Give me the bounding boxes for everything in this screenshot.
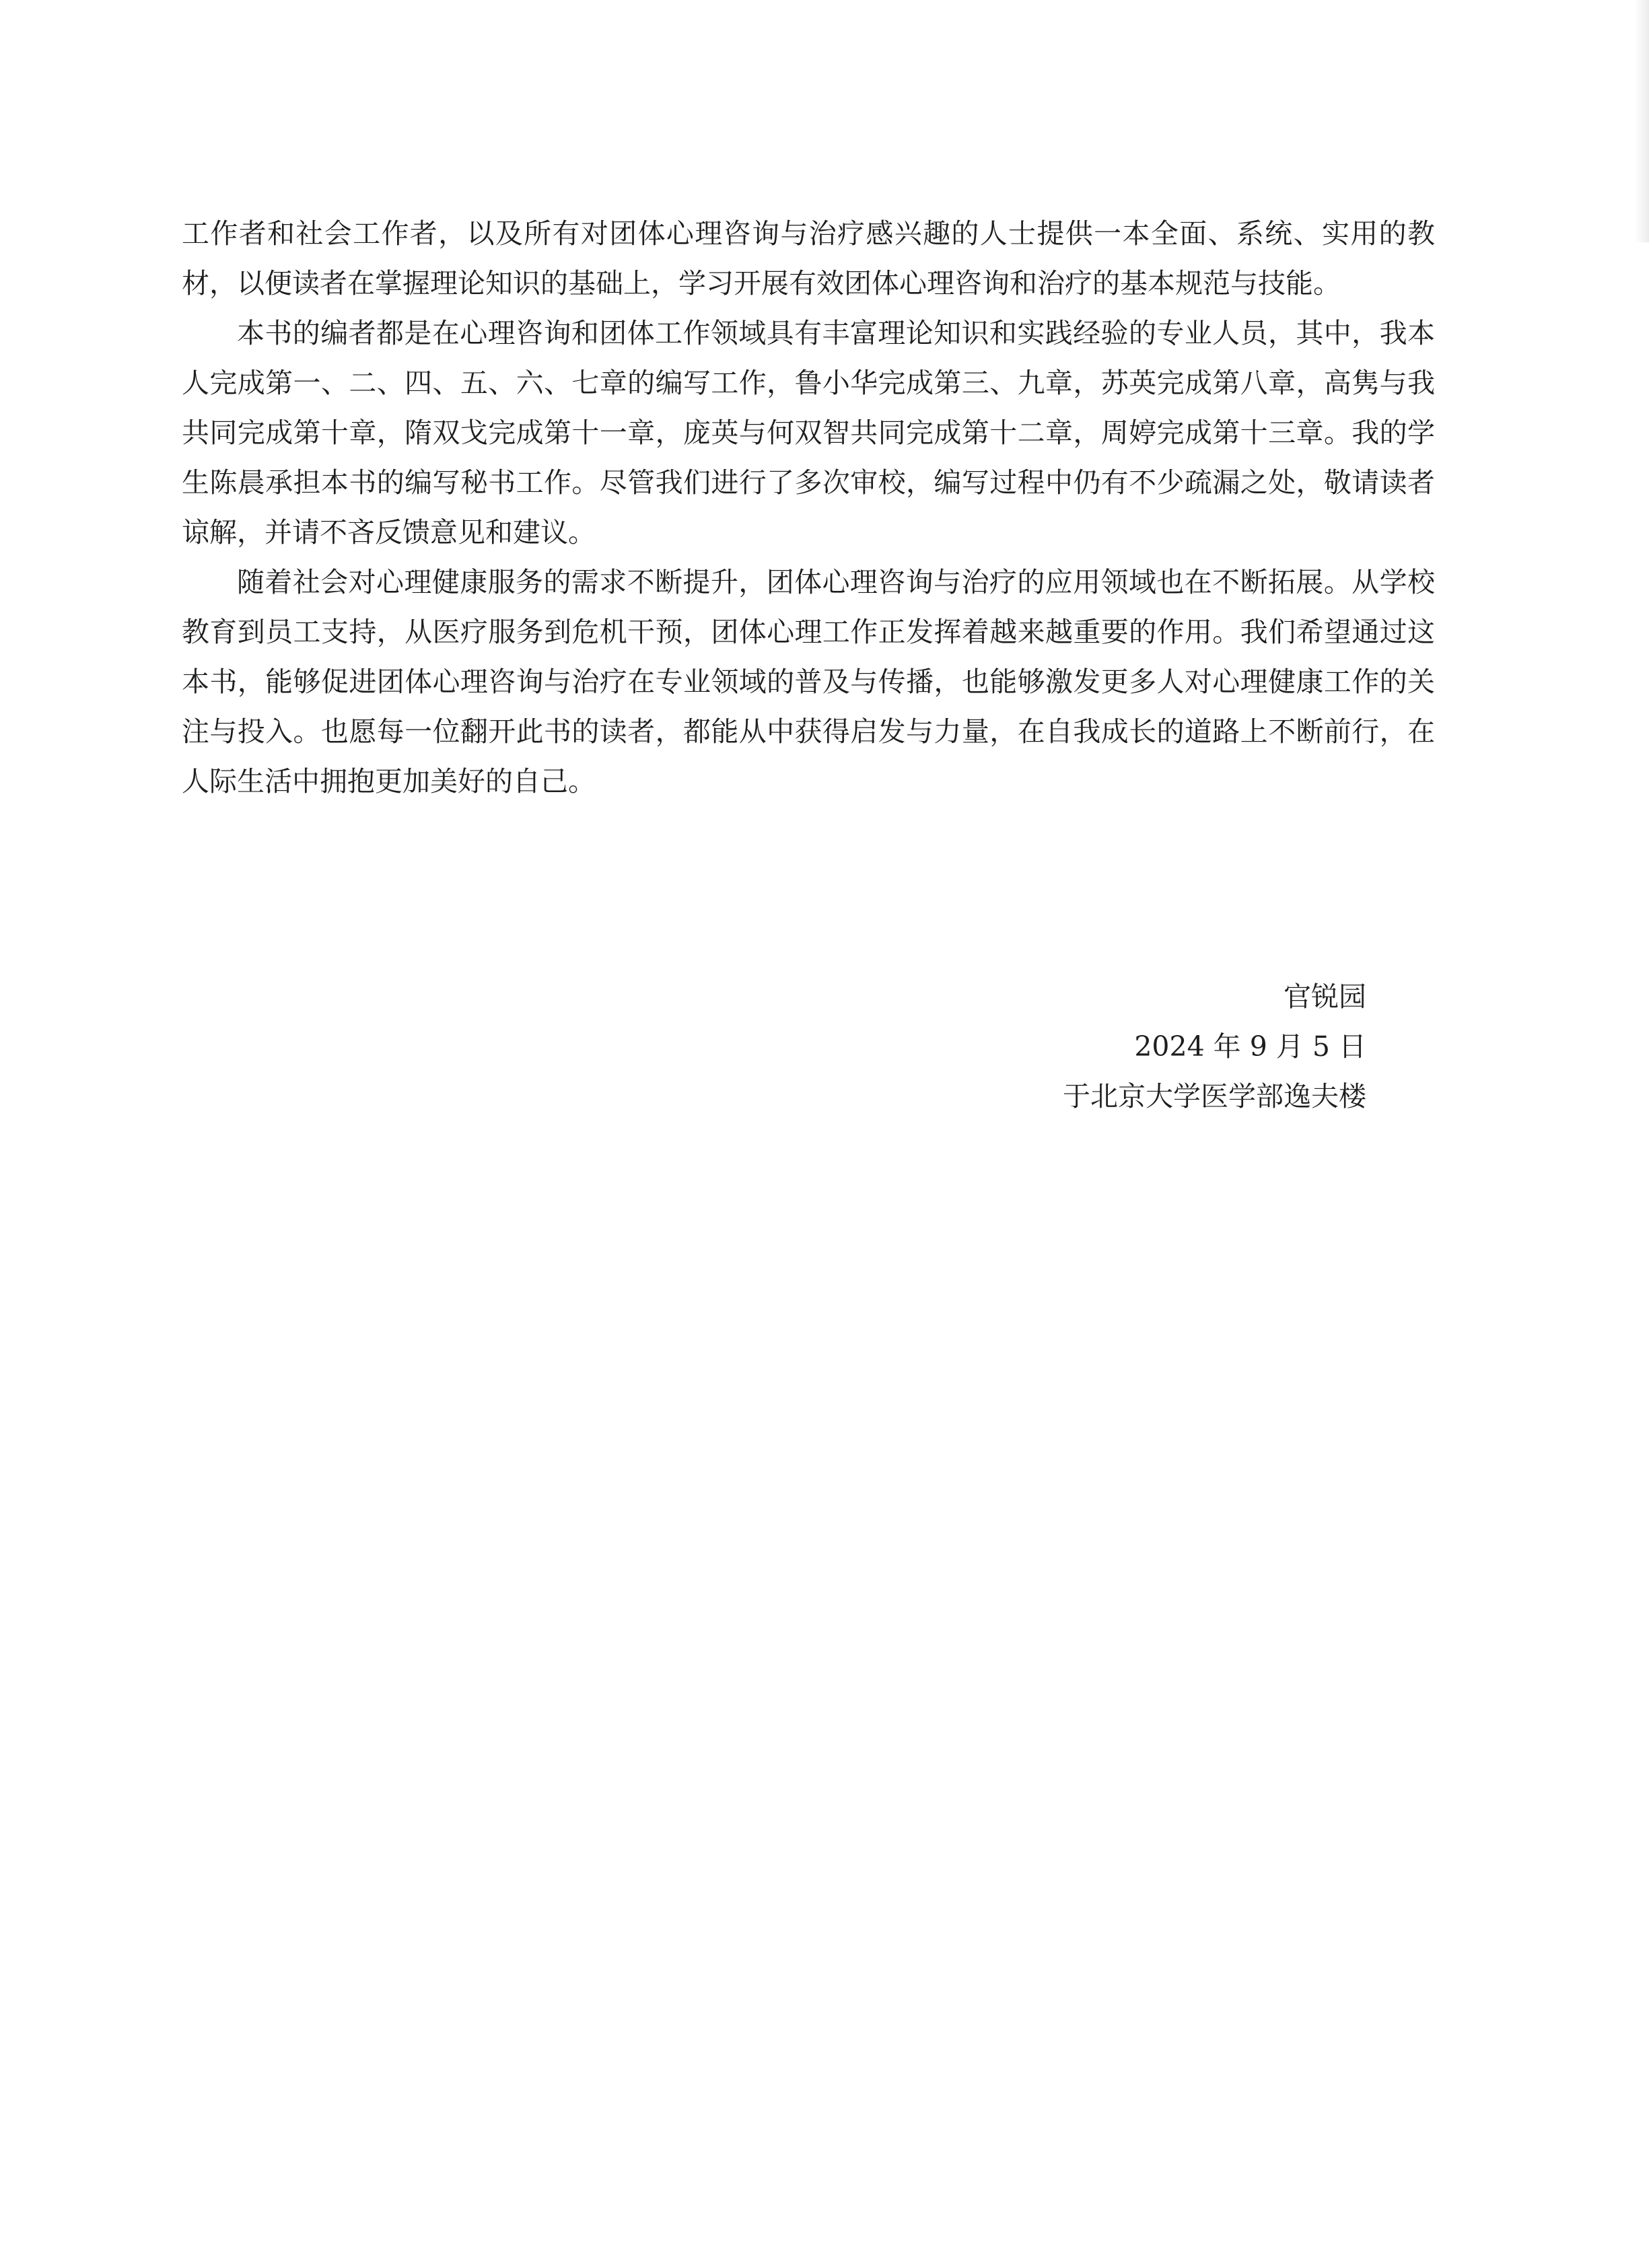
paragraph-continuation: 工作者和社会工作者，以及所有对团体心理咨询与治疗感兴趣的人士提供一本全面、系统、实用的教材，以便读者在掌握理论知识的基础上，学习开展有效团体心理咨询和治疗的基本规范与技能。 bbox=[182, 217, 1435, 299]
signature-block bbox=[1063, 972, 1366, 1121]
paragraph-editors: 本书的编者都是在心理咨询和团体工作领域具有丰富理论知识和实践经验的专业人员，其中，我本人完成第一、二、四、五、六、七章的编写工作，鲁小华完成第三、九章，苏英完成第八章，高隽与我共同完成第十章，隋双戈完成第十一章，庞英与何双智共同完成第十二章，周婷完成第十三章。我的学生陈晨承担本书的编写秘书工作。尽管我们进行了多次审校，编写过程中仍有不少疏漏之处，敬请读者谅解，并请不吝反馈意见和建议。 bbox=[182, 317, 1435, 548]
signature-author: 官锐园 bbox=[1284, 981, 1366, 1013]
preface-body bbox=[182, 209, 1435, 806]
scrollbar-edge[interactable] bbox=[1634, 0, 1649, 242]
signature-date: 2024 年 9 月 5 日 bbox=[1134, 1030, 1366, 1063]
signature-place: 于北京大学医学部逸夫楼 bbox=[1063, 1080, 1366, 1112]
paragraph-outlook: 随着社会对心理健康服务的需求不断提升，团体心理咨询与治疗的应用领域也在不断拓展。从学校教育到员工支持，从医疗服务到危机干预，团体心理工作正发挥着越来越重要的作用。我们希望通过这本书，能够促进团体心理咨询与治疗在专业领域的普及与传播，也能够激发更多人对心理健康工作的关注与投入。也愿每一位翻开此书的读者，都能从中获得启发与力量，在自我成长的道路上不断前行，在人际生活中拥抱更加美好的自己。 bbox=[182, 566, 1435, 798]
